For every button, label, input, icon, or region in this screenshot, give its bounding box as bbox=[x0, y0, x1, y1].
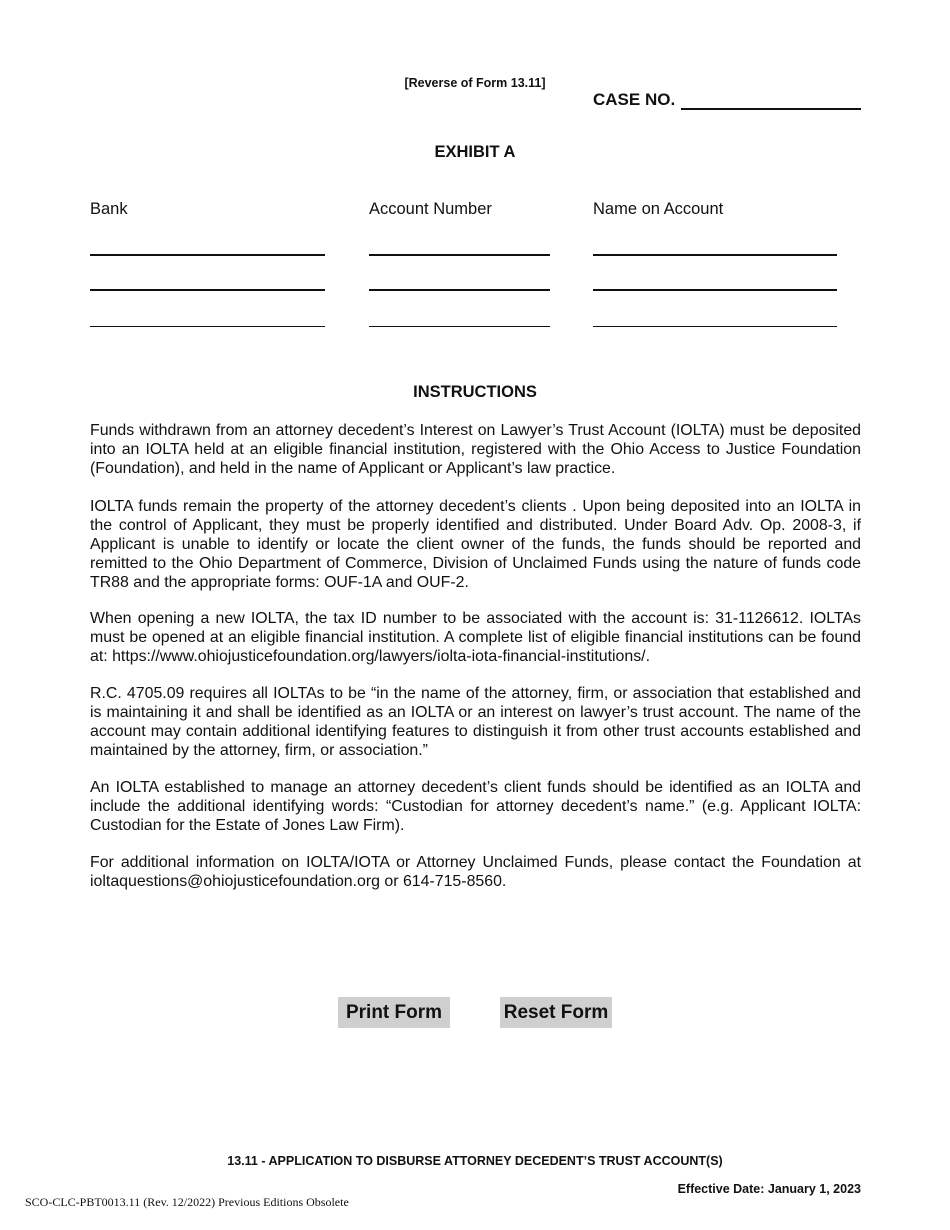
name-on-account-field-row-1[interactable] bbox=[593, 254, 837, 256]
account-number-field-row-2[interactable] bbox=[369, 289, 550, 291]
instructions-title: INSTRUCTIONS bbox=[413, 383, 537, 401]
name-on-account-column-header: Name on Account bbox=[593, 200, 724, 218]
instruction-paragraph-5: An IOLTA established to manage an attorney decedent’s client funds should be identified as an IOLTA and include the additional identifying words: “Custodian for attorney decedent’s name.” (e.g. Applicant IOLTA: Custodian for the Estate of Jones Law Firm). bbox=[90, 779, 861, 834]
form-code: SCO-CLC-PBT0013.11 (Rev. 12/2022) Previous Editions Obsolete bbox=[25, 1195, 349, 1209]
bank-field-row-1[interactable] bbox=[90, 254, 325, 256]
bank-field-row-2[interactable] bbox=[90, 289, 325, 291]
print-form-button[interactable]: Print Form bbox=[338, 997, 450, 1028]
account-number-field-row-3[interactable] bbox=[369, 326, 550, 327]
instruction-paragraph-2: IOLTA funds remain the property of the attorney decedent’s clients . Upon being deposited into an IOLTA in the control of Applicant, they must be properly identified and distributed. Under Board Adv. Op. 2008-3, if Applicant is unable to identify or locate the client owner of the funds, the funds should be reported and remitted to the Ohio Department of Commerce, Division of Unclaimed Funds using the nature of funds code TR88 and the appropriate forms: OUF-1A and OUF-2. bbox=[90, 498, 861, 591]
case-number-label: CASE NO. bbox=[593, 90, 676, 109]
name-on-account-field-row-2[interactable] bbox=[593, 289, 837, 291]
instruction-paragraph-1: Funds withdrawn from an attorney decedent’s Interest on Lawyer’s Trust Account (IOLTA) must be deposited into an IOLTA held at an eligible financial institution, registered with the Ohio Access to Justice Foundation (Foundation), and held in the name of Applicant or Applicant’s law practice. bbox=[90, 422, 861, 477]
reverse-form-note: [Reverse of Form 13.11] bbox=[404, 76, 546, 90]
bank-column-header: Bank bbox=[90, 200, 128, 218]
effective-date: Effective Date: January 1, 2023 bbox=[677, 1182, 861, 1196]
instruction-paragraph-6: For additional information on IOLTA/IOTA or Attorney Unclaimed Funds, please contact the Foundation at ioltaquestions@ohiojusticefoundation.org or 614-715-8560. bbox=[90, 854, 861, 890]
case-number-field[interactable] bbox=[681, 108, 861, 110]
form-footer-title: 13.11 - APPLICATION TO DISBURSE ATTORNEY DECEDENT’S TRUST ACCOUNT(S) bbox=[227, 1154, 723, 1168]
reset-form-button[interactable]: Reset Form bbox=[500, 997, 612, 1028]
account-number-field-row-1[interactable] bbox=[369, 254, 550, 256]
instruction-paragraph-4: R.C. 4705.09 requires all IOLTAs to be “in the name of the attorney, firm, or association that established and is maintaining it and shall be identified as an IOLTA or an interest on lawyer’s trust account. The name of the account may contain additional identifying features to distinguish it from other trust accounts established and maintained by the attorney, firm, or association.” bbox=[90, 685, 861, 759]
bank-field-row-3[interactable] bbox=[90, 326, 325, 327]
exhibit-title: EXHIBIT A bbox=[434, 143, 516, 161]
account-number-column-header: Account Number bbox=[369, 200, 492, 218]
instruction-paragraph-3: When opening a new IOLTA, the tax ID number to be associated with the account is: 31-1126612. IOLTAs must be opened at an eligible financial institution. A complete list of eligible financial institutions can be found at: https://www.ohiojusticefoundation.org/lawyers/iolta-iota-financial-institutions/. bbox=[90, 610, 861, 665]
name-on-account-field-row-3[interactable] bbox=[593, 326, 837, 327]
